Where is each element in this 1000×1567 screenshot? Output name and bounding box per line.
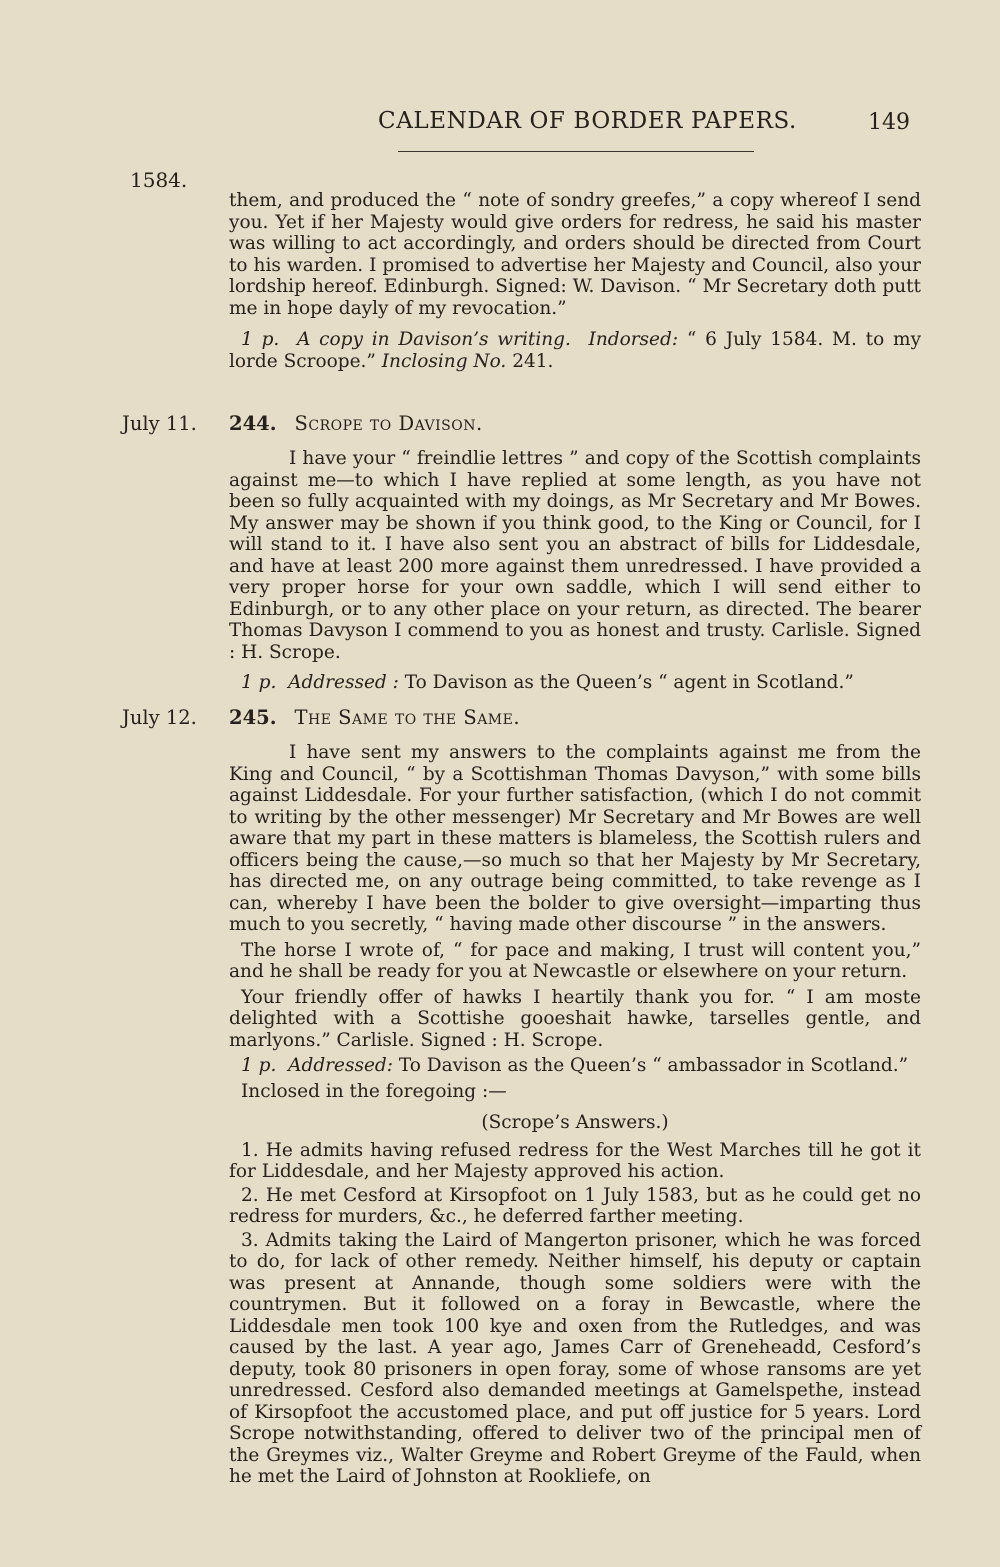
continuation-note	[229, 329, 921, 372]
note-addressed-text: To Davison as the Queen’s “ ambassador in Scotland.”	[398, 1055, 909, 1076]
note-inclosing-number: 241.	[512, 350, 554, 372]
note-inclosing-label: Inclosing No.	[381, 350, 507, 372]
note-pages: 1 p.	[241, 329, 280, 350]
note-addressed-label: Addressed:	[288, 1055, 393, 1076]
note-pages: 1 p.	[241, 672, 277, 693]
continuation-paragraph: them, and produced the “ note of sondry greefes,” a copy whereof I send you. Yet if her Majesty would give orders for redress, he said his master was willing to act accordingly, and orders should be directed from Court to his warden. I promised to advertise her Majesty and Council, also your lordship hereof. Edinburgh. Signed: W. Davison. “ Mr Secretary doth putt me in hope dayly of my revocation.”	[229, 190, 921, 319]
header-rule	[398, 151, 754, 152]
entry-date: July 12.	[122, 706, 197, 729]
margin-year: 1584.	[130, 168, 188, 192]
enclosure-title: (Scrope’s Answers.)	[481, 1112, 669, 1133]
entry-note	[229, 1055, 921, 1077]
entry-paragraph: I have your “ freindlie lettres ” and copy of the Scottish complaints against me—to which I have replied at some length, as you have not been so fully acquainted with my doings, as Mr Secretary and Mr Bowes. My answer may be shown if you think good, to the King or Council, for I will stand to it. I have also sent you an abstract of bills for Liddesdale, and have at least 200 more against them unredressed. I have provided a very proper horse for your own saddle, which I will send either to Edinburgh, or to any other place on your return, as directed. The bearer Thomas Davyson I commend to you as honest and trusty. Carlisle. Signed : H. Scrope.	[229, 448, 921, 663]
entry-title: Scrope to Davison.	[294, 412, 483, 435]
answer-item: 1. He admits having refused redress for the West Marches till he got it for Liddesdale, and her Majesty approved his action.	[229, 1139, 921, 1182]
entry-body	[229, 448, 921, 694]
entry-heading	[229, 706, 520, 729]
note-indorsed-text: “ 6 July 1584. M. to my lorde Scroope.”	[229, 329, 922, 372]
entry-heading	[229, 412, 483, 435]
answer-item: 2. He met Cesford at Kirsopfoot on 1 July 1583, but as he could get no redress for murders, &c., he deferred farther meeting.	[229, 1184, 921, 1227]
note-pages: 1 p.	[241, 1055, 277, 1076]
entry-date: July 11.	[122, 412, 197, 435]
entry-paragraph: The horse I wrote of, “ for pace and making, I trust will content you,” and he shall be ready for you at Newcastle or elsewhere on your return.	[229, 939, 921, 982]
inclosed-line: Inclosed in the foregoing :—	[241, 1080, 507, 1102]
entry-number: 244.	[229, 412, 277, 435]
note-addressed-label: Addressed :	[288, 672, 399, 693]
note-addressed-text: To Davison as the Queen’s “ agent in Scotland.”	[404, 672, 854, 693]
entry-title: The Same to the Same.	[294, 706, 521, 729]
continuation-text	[229, 190, 921, 372]
note-indorsed-label: Indorsed:	[588, 329, 679, 350]
note-copy: A copy in Davison’s writing.	[296, 329, 571, 350]
entry-number: 245.	[229, 706, 277, 729]
entry-paragraph: Your friendly offer of hawks I heartily thank you for. “ I am moste delighted with a Scottishe gooeshait hawke, tarselles gentle, and marlyons.” Carlisle. Signed : H. Scrope.	[229, 986, 921, 1051]
page-number: 149	[868, 110, 910, 135]
entry-body	[229, 742, 921, 1488]
answer-item: 3. Admits taking the Laird of Mangerton prisoner, which he was forced to do, for lack of other remedy. Neither himself, his deputy or captain was present at Annande, though some soldiers were with the countrymen. But it followed on a foray in Bewcastle, where the Liddesdale men took 100 kye and oxen from the Rutledges, and was caused by the last. A year ago, James Carr of Greneheadd, Cesford’s deputy, took 80 prisoners in open foray, some of whose ransoms are yet unredressed. Cesford also demanded meetings at Gamelspethe, instead of Kirsopfoot the accustomed place, and put off justice for 5 years. Lord Scrope notwithstanding, offered to deliver two of the principal men of the Greymes viz., Walter Greyme and Robert Greyme of the Fauld, when he met the Laird of Johnston at Rookliefe, on	[229, 1229, 921, 1487]
running-header-title: CALENDAR OF BORDER PAPERS.	[378, 108, 797, 134]
entry-note	[229, 672, 921, 694]
entry-paragraph: I have sent my answers to the complaints against me from the King and Council, “ by a Scottishman Thomas Davyson,” with some bills against Liddesdale. For your further satisfaction, (which I do not commit to writing by the other messenger) Mr Secretary and Mr Bowes are well aware that my part in these matters is blameless, the Scottish rulers and officers being the cause,—so much so that her Majesty by Mr Secretary, has directed me, on any outrage being committed, to take revenge as I can, whereby I have been the bolder to give oversight—imparting thus much to you secretly, “ having made other discourse ” in the answers.	[229, 742, 921, 935]
